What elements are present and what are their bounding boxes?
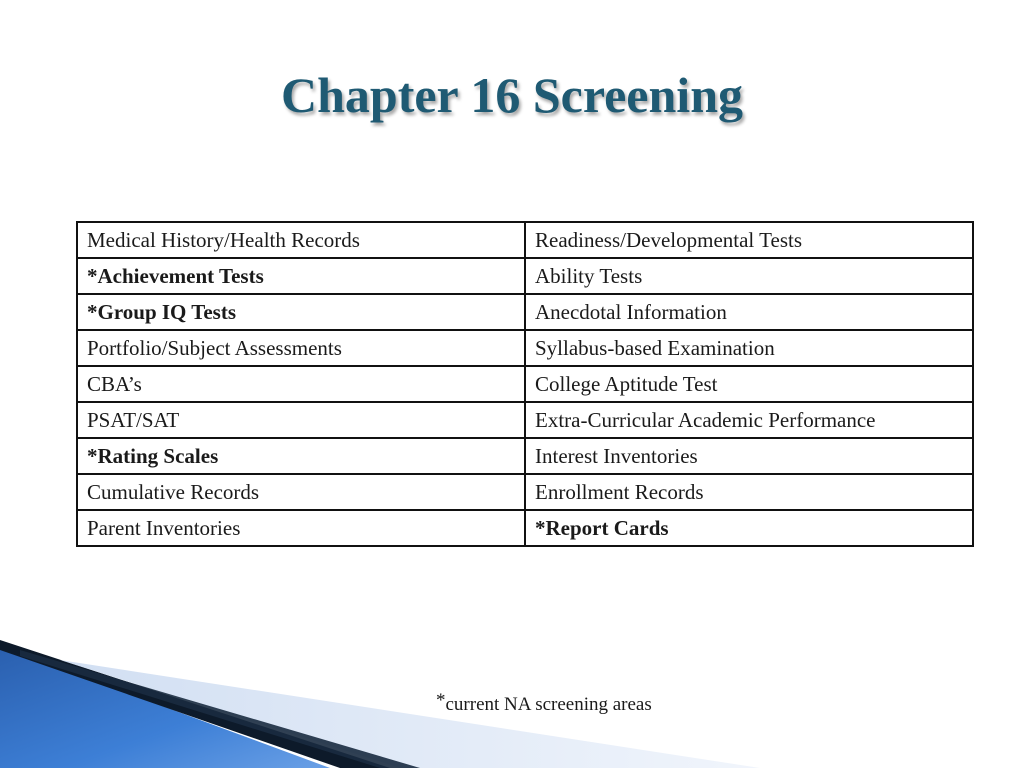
table-row xyxy=(77,510,973,546)
table-cell: Ability Tests xyxy=(525,258,973,294)
table-row xyxy=(77,366,973,402)
table-cell: Parent Inventories xyxy=(77,510,525,546)
table-row xyxy=(77,438,973,474)
table-row xyxy=(77,402,973,438)
footnote-asterisk: * xyxy=(436,690,446,711)
table-cell: *Rating Scales xyxy=(77,438,525,474)
table-cell: Readiness/Developmental Tests xyxy=(525,222,973,258)
table-row xyxy=(77,474,973,510)
table-cell: Medical History/Health Records xyxy=(77,222,525,258)
table-row xyxy=(77,294,973,330)
table-cell: Extra-Curricular Academic Performance xyxy=(525,402,973,438)
table-cell: Cumulative Records xyxy=(77,474,525,510)
table-row xyxy=(77,222,973,258)
table-cell: College Aptitude Test xyxy=(525,366,973,402)
footnote xyxy=(436,690,652,716)
table-cell: *Group IQ Tests xyxy=(77,294,525,330)
table-cell: CBA’s xyxy=(77,366,525,402)
table-cell: Portfolio/Subject Assessments xyxy=(77,330,525,366)
footnote-text: current NA screening areas xyxy=(445,694,652,715)
table-cell: Syllabus-based Examination xyxy=(525,330,973,366)
table-cell: PSAT/SAT xyxy=(77,402,525,438)
table-cell: *Report Cards xyxy=(525,510,973,546)
table-row xyxy=(77,330,973,366)
table-cell: Interest Inventories xyxy=(525,438,973,474)
corner-swoosh-decoration xyxy=(0,600,760,768)
screening-table xyxy=(76,221,974,547)
table-cell: Enrollment Records xyxy=(525,474,973,510)
table-cell: *Achievement Tests xyxy=(77,258,525,294)
table-row xyxy=(77,258,973,294)
slide-title: Chapter 16 Screening xyxy=(280,67,744,123)
table-cell: Anecdotal Information xyxy=(525,294,973,330)
